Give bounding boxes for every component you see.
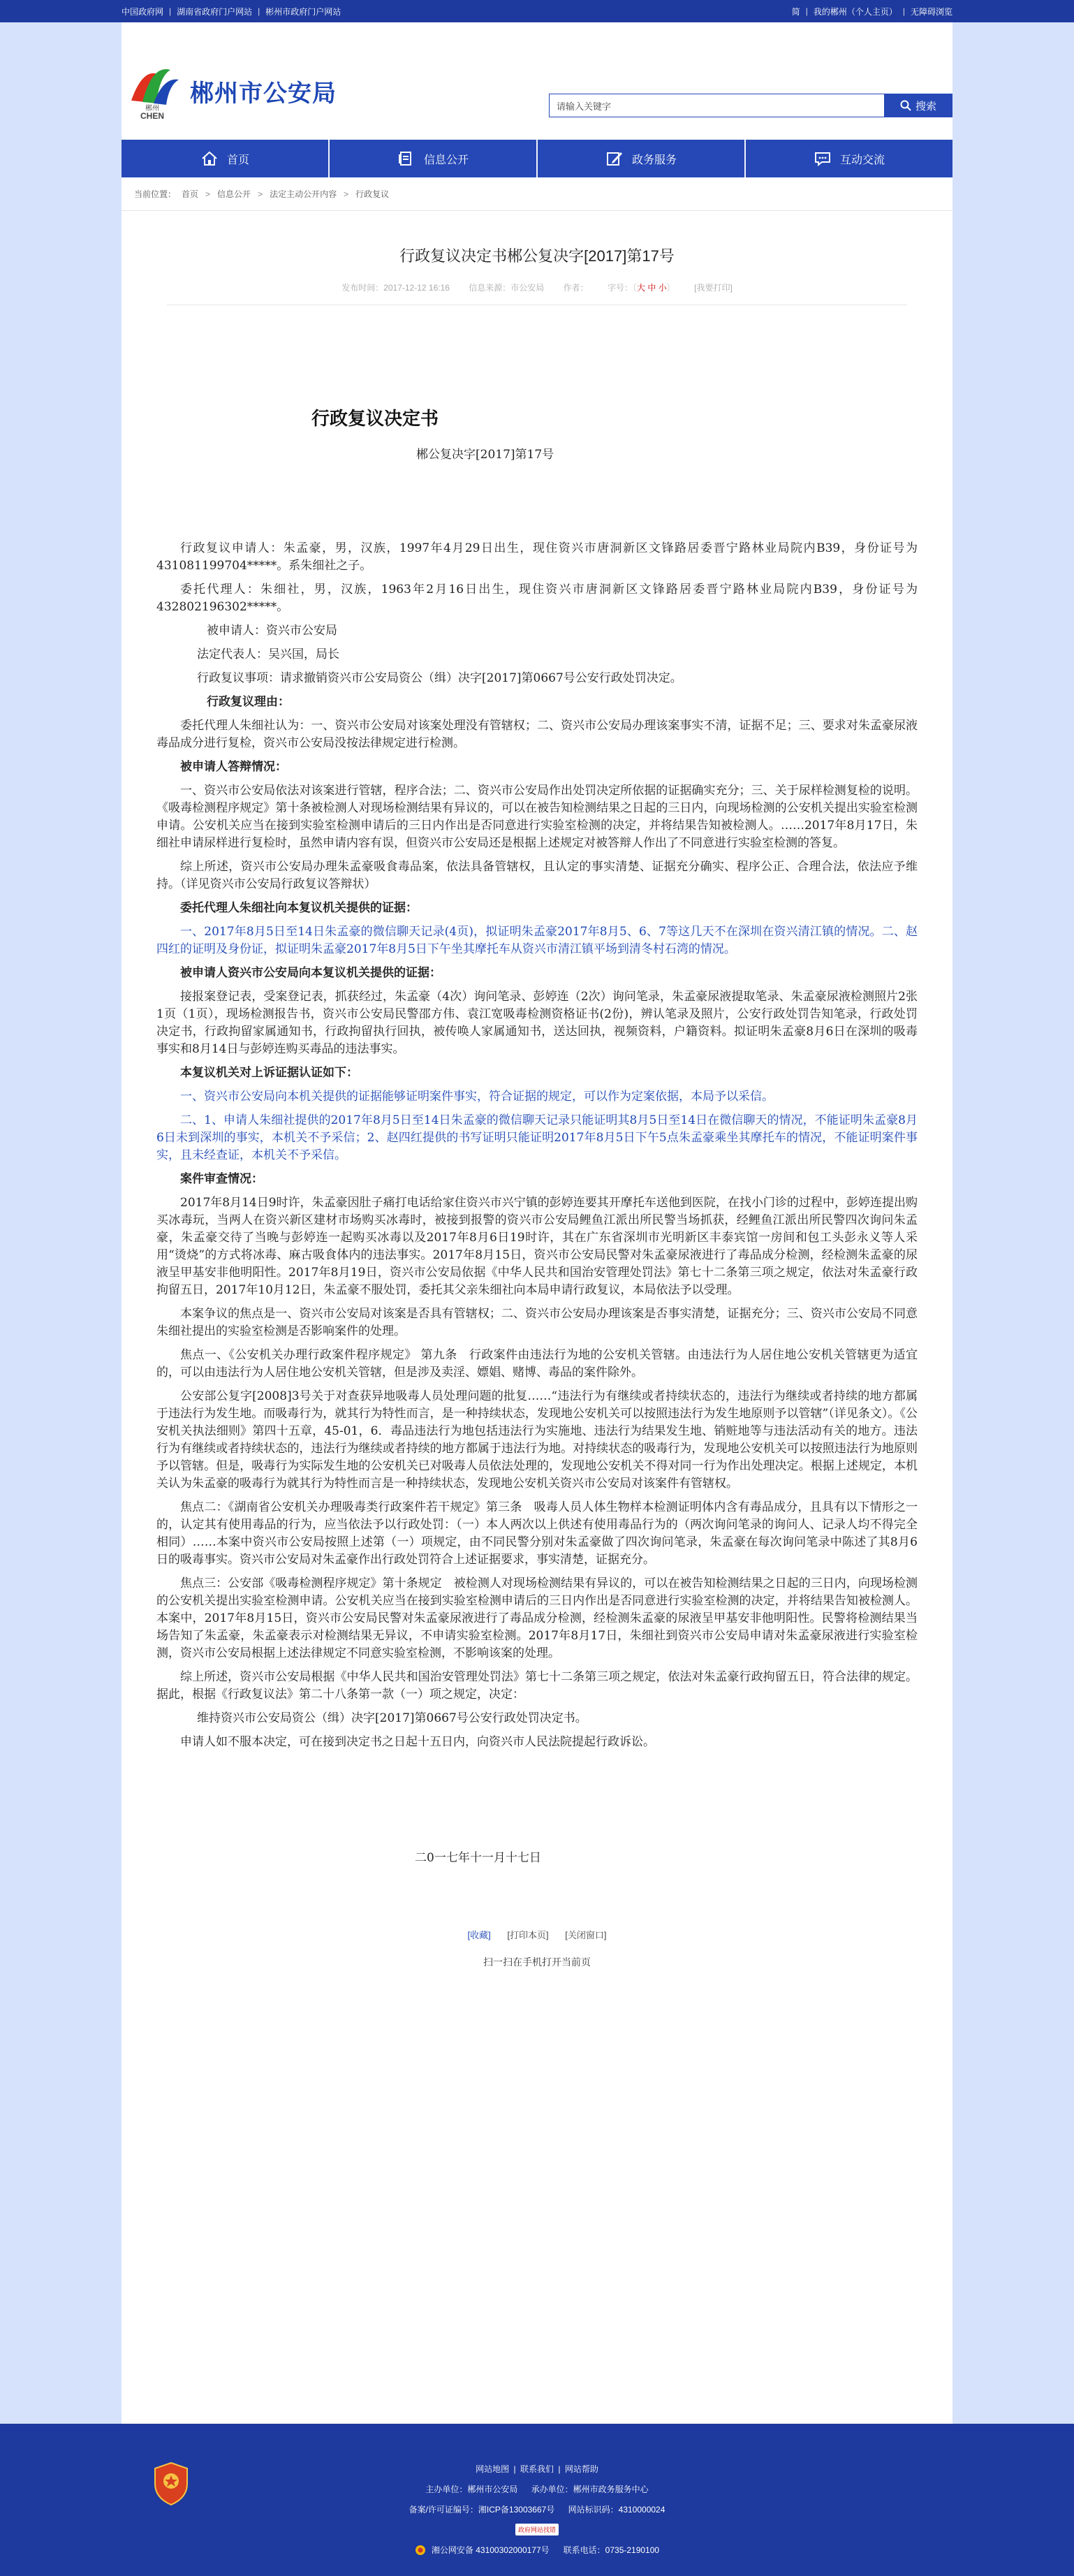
- police-badge-icon: [152, 2461, 190, 2506]
- search-icon: [900, 100, 911, 111]
- article-paragraph: 委托代理人朱细社认为：一、资兴市公安局对该案处理没有管辖权；二、资兴市公安局办理该案事实不清，证据不足；三、要求对朱孟豪尿液毒品成分进行复检，资兴市公安局没按法律规定进行检测。: [156, 719, 918, 750]
- nav-home[interactable]: [122, 140, 330, 177]
- font-size-medium[interactable]: 中: [647, 283, 656, 293]
- article-paragraph: 公安部公复字[2008]3号关于对查获异地吸毒人员处理问题的批复……“违法行为有继续或者持续状态的，违法行为继续或者持续的地方都属于违法行为发生地。而吸毒行为，就其行为特性而言，是一种持续状态，发现地公安机关可以按照违法行为发生地原则予以管辖”（详见条文）。《公安机关执法细则》第四十五章，45-01，6．毒品违法行为地包括违法行为实施地、违法行为结果发生地、销赃地等与违法活动有关的地方。违法行为有继续或者持续状态的，违法行为继续或者持续的地方都属于违法行为地。对持续状态的吸毒行为，发现地公安机关可以按照违法行为地原则予以管辖。但是，吸毒行为实际发生地的公安机关已对吸毒人员依法处理的，发现地公安机关不得对同一行为作出处理决定。根据上述规定，本机关认为朱孟豪的吸毒行为就其行为特性而言是一种持续状态，发现地公安机关资兴市公安局对该案件有管辖权。: [156, 1389, 918, 1491]
- font-size-open: 〔: [633, 283, 638, 293]
- article-actions: [122, 1928, 952, 1941]
- breadcrumb-home[interactable]: 首页: [182, 189, 199, 199]
- article-paragraph: 焦点三：公安部《吸毒检测程序规定》第十条规定 被检测人对现场检测结果有异议的，可以在被告知检测结果之日起的三日内，向现场检测的公安机关提出实验室检测申请。公安机关应当在接到实验室检测申请后的三日内作出是否同意进行实验室检测的决定，并将结果告知被检测人。本案中，2017年8月15日，资兴市公安局民警对朱孟豪尿液进行了毒品成分检测，经检测朱孟豪的尿液呈甲基安非他明阳性。民警将检测结果当场告知了朱孟豪，朱孟豪表示对检测结果无异议，不申请实验室检测。2017年8月17日，朱细社到资兴市公安局申请对朱孟豪尿液进行实验室检测，资兴市公安局根据上述法律规定不同意实验室检测，不影响该案的处理。: [156, 1576, 918, 1660]
- edit-icon: [605, 150, 624, 167]
- breadcrumb-label: 当前位置：: [134, 189, 177, 199]
- nav-info-label: 信息公开: [423, 154, 469, 166]
- author: 作者：: [563, 283, 589, 293]
- article-meta: [167, 281, 907, 305]
- article-paragraph: 被申请人：资兴市公安局: [207, 624, 337, 638]
- article-body: [122, 404, 952, 1865]
- font-size-control: [608, 283, 675, 293]
- search-input[interactable]: [549, 94, 884, 117]
- article-paragraph: 二、1、申请人朱细社提供的2017年8月5日至14日朱孟豪的微信聊天记录只能证明其8月5日至14日在微信聊天的情况，不能证明朱孟豪8月6日未到深圳的事实，本机关不予采信；2、赵四红提供的书写证明只能证明2017年8月5日下午5点朱孟豪乘坐其摩托车的情况，不能证明案件事实，且未经查证，本机关不予采信。: [156, 1113, 918, 1162]
- article-paragraph: 接报案登记表，受案登记表，抓获经过，朱孟豪（4次）询问笔录、彭婷连（2次）询问笔录，朱孟豪尿液提取笔录、朱孟豪尿液检测照片2张1页（1页），现场检测报告书，资兴市公安局民警邵方伟、袁江宽吸毒检测资格证书(2份)，辨认笔录及照片，公安行政处罚告知笔录，行政处罚决定书，行政拘留家属通知书，行政拘留执行回执，被传唤人家属通知书，送达回执，视频资料，户籍资料。拟证明朱孟豪8月6日在深圳的吸毒事实和8月14日与彭婷连购买毒品的违法事实。: [156, 990, 918, 1056]
- link-hunan-gov[interactable]: 湖南省政府门户网站: [177, 6, 253, 17]
- article-paragraph: 法定代表人：吴兴国，局长: [197, 647, 339, 661]
- footer-police-record[interactable]: 湘公网安备 43100302000177号: [431, 2545, 550, 2555]
- font-size-small[interactable]: 小: [658, 283, 667, 293]
- gov-badge-row: [0, 2524, 1074, 2535]
- link-simplified[interactable]: 简: [791, 6, 800, 17]
- publish-date: 发布时间：2017-12-12 16:16: [341, 283, 450, 293]
- logo-en-text: CHEN: [140, 111, 165, 120]
- top-strip: [0, 0, 1074, 22]
- document-title: 行政复议决定书: [311, 408, 439, 429]
- breadcrumb-review[interactable]: 行政复议: [355, 189, 390, 199]
- article-paragraph: 一、资兴市公安局依法对该案进行管辖，程序合法；二、资兴市公安局作出处罚决定所依据的证据确实充分；三、关于尿样检测复检的说明。《吸毒检测程序规定》第十条被检测人对现场检测结果有异议的，可以在被告知检测结果之日起的三日内，向现场检测的公安机关提出实验室检测申请。公安机关应当在接到实验室检测申请后的三日内作出是否同意进行实验室检测的决定，并将结果告知被检测人。……2017年8月17日，朱细社申请尿样进行复检时，虽然申请内容有误，但资兴市公安局还是根据上述规定对被答辩人作出了不同意进行实验室检测的答复。: [156, 784, 918, 850]
- article-paragraph: 综上所述，资兴市公安局根据《中华人民共和国治安管理处罚法》第七十二条第三项之规定，依法对朱孟豪行政拘留五日，符合法律的规定。据此，根据《行政复议法》第二十八条第一款（一）项之规定，决定：: [156, 1670, 918, 1702]
- print-link[interactable]: [我要打印]: [694, 283, 733, 293]
- article-paragraph: 案件审查情况：: [180, 1172, 263, 1186]
- page-title: 行政复议决定书郴公复决字[2017]第17号: [399, 247, 675, 265]
- document-icon: [397, 150, 415, 167]
- footer-icp[interactable]: 备案/许可证编号：湘ICP备13003667号: [409, 2505, 555, 2515]
- info-source: 信息来源：市公安局: [469, 283, 545, 293]
- breadcrumb-separator: >: [205, 189, 211, 199]
- separator: |: [805, 6, 808, 16]
- footer-undertaker: 承办单位：郴州市政务服务中心: [531, 2484, 649, 2494]
- article-paragraph: 焦点二：《湖南省公安机关办理吸毒类行政案件若干规定》第三条 吸毒人员人体生物样本检测证明体内含有毒品成分，且具有以下情形之一的，认定其有使用毒品的行为，应当依法予以行政处罚：（一）本人两次以上供述有使用毒品行为的（两次询问笔录的询问人、记录人均不得完全相同）……本案中资兴市公安局按照上述第（一）项规定，由不同民警分别对朱孟豪做了四次询问笔录，朱孟豪在每次询问笔录中陈述了其8月6日的吸毒事实。资兴市公安局对朱孟豪作出行政处罚符合上述证据要求，事实清楚，证据充分。: [156, 1500, 918, 1567]
- header: [122, 22, 952, 140]
- article-paragraph: 本案争议的焦点是一、资兴市公安局对该案是否具有管辖权；二、资兴市公安局办理该案是否事实清楚，证据充分；三、资兴市公安局不同意朱细社提出的实验室检测是否影响案件的处理。: [156, 1307, 918, 1338]
- link-my-chenzhou[interactable]: 我的郴州（个人主页）: [813, 6, 897, 17]
- logo-small-text: 郴州: [145, 105, 159, 112]
- article-paragraph: 综上所述，资兴市公安局办理朱孟豪吸食毒品案，依法具备管辖权，且认定的事实清楚、证据充分确实、程序公正、合理合法，依法应予维持。（详见资兴市公安局行政复议答辩状）: [156, 860, 918, 891]
- article-paragraph: 行政复议理由：: [207, 695, 290, 709]
- nav-info-disclosure[interactable]: [330, 140, 538, 177]
- breadcrumb-legal[interactable]: 法定主动公开内容: [270, 189, 337, 199]
- search-bar: [549, 94, 952, 117]
- breadcrumb-info[interactable]: 信息公开: [217, 189, 251, 199]
- print-page-link[interactable]: [打印本页]: [507, 1930, 549, 1940]
- breadcrumb: [122, 177, 952, 211]
- article-paragraph: 焦点一、《公安机关办理行政案件程序规定》 第九条 行政案件由违法行为地的公安机关管辖。由违法行为人居住地公安机关管辖更为适宜的，可以由违法行为人居住地公安机关管辖，但是涉及卖淫、嫖娼、赌博、毒品的案件除外。: [156, 1348, 918, 1380]
- article-paragraph: 维持资兴市公安局资公（缉）决字[2017]第0667号公安行政处罚决定书。: [197, 1711, 587, 1725]
- paragraph-list: [156, 540, 918, 1751]
- article-paragraph: 行政复议申请人：朱孟豪，男，汉族，1997年4月29日出生，现住资兴市唐洞新区文锋路居委晋宁路林业局院内B39，身份证号为431081199704*****。系朱细社之子。: [156, 541, 918, 573]
- breadcrumb-separator: >: [344, 189, 349, 199]
- nav-home-label: 首页: [226, 154, 249, 166]
- article-paragraph: 2017年8月14日9时许，朱孟豪因肚子痛打电话给家住资兴市兴宁镇的彭婷连要其开摩托车送他到医院，在找小门诊的过程中，彭婷连提出购买冰毒玩，当两人在资兴新区建材市场购买冰毒时，被接到报警的资兴市公安局鲤鱼江派出所民警当场抓获，经鲤鱼江派出所民警四次询问朱孟豪，朱孟豪交待了当晚与彭婷连一起购买冰毒以及2017年8月6日19时许，其在广东省深圳市光明新区丰泰宾馆一房间和包工头彭永义等人采用“烫烧”的方式将冰毒、麻古吸食体内的违法事实。2017年8月15日，资兴市公安局民警对朱孟豪尿液进行了毒品成分检测，经检测朱孟豪的尿液呈甲基安非他明阳性。2017年8月19日，资兴市公安局依据《中华人民共和国治安管理处罚法》第七十二条第三项之规定，依法对朱孟豪行政拘留五日，2017年10月12日，朱孟豪不服处罚，委托其父亲朱细社向本局申请行政复议，本局依法予以受理。: [156, 1196, 918, 1297]
- site-logo[interactable]: [122, 61, 337, 120]
- search-button[interactable]: [884, 94, 952, 117]
- site-name: 郴州市公安局: [190, 80, 337, 107]
- footer-contact[interactable]: 联系我们: [520, 2464, 554, 2474]
- link-china-gov[interactable]: 中国政府网: [122, 6, 164, 17]
- nav-interaction[interactable]: [746, 140, 952, 177]
- favorite-link[interactable]: [收藏]: [467, 1930, 491, 1940]
- logo-mark-icon: [122, 61, 183, 120]
- close-window-link[interactable]: [关闭窗口]: [565, 1930, 607, 1940]
- article-paragraph: 委托代理人朱细社向本复议机关提供的证据：: [180, 901, 418, 915]
- home-icon: [200, 150, 219, 167]
- link-chenzhou-gov[interactable]: 彬州市政府门户网站: [265, 6, 341, 17]
- article-paragraph: 委托代理人：朱细社，男，汉族，1963年2月16日出生，现住资兴市唐洞新区文锋路居委晋宁路林业局院内B39，身份证号为432802196302*****。: [156, 583, 918, 614]
- article-paragraph: 本复议机关对上诉证据认证如下：: [180, 1066, 358, 1080]
- separator: |: [902, 6, 905, 16]
- separator: |: [169, 6, 172, 16]
- separator: |: [513, 2464, 516, 2474]
- font-size-label: 字号：: [608, 283, 633, 293]
- article-paragraph: 被申请人答辩情况：: [180, 760, 287, 774]
- gov-error-badge[interactable]: 政府网站找错: [515, 2524, 559, 2535]
- footer-phone: 联系电话：0735-2190100: [563, 2545, 660, 2555]
- font-size-large[interactable]: 大: [637, 283, 646, 293]
- footer-help[interactable]: 网站帮助: [564, 2464, 598, 2474]
- article-paragraph: 一、资兴市公安局向本机关提供的证据能够证明案件事实，符合证据的规定，可以作为定案依据，本局予以采信。: [180, 1090, 774, 1104]
- font-size-close: 〕: [666, 283, 675, 293]
- scan-qr-text[interactable]: 扫一扫在手机打开当前页: [483, 1956, 591, 1968]
- footer-sitemap[interactable]: 网站地图: [476, 2464, 510, 2474]
- page-frame: [122, 22, 952, 2424]
- breadcrumb-separator: >: [258, 189, 263, 199]
- footer-host: 主办单位：郴州市公安局: [425, 2484, 518, 2494]
- search-button-label: 搜索: [915, 100, 936, 112]
- separator: |: [558, 2464, 561, 2474]
- article-paragraph: 一、2017年8月5日至14日朱孟豪的微信聊天记录(4页)，拟证明朱孟豪2017年8月5、6、7等这几天不在深圳在资兴清江镇的情况。二、赵四红的证明及身份证，拟证明朱孟豪2017年8月5日下午坐其摩托车从资兴市清江镇平场到清冬村石湾的情况。: [156, 925, 918, 956]
- footer-site-code: 网站标识码：4310000024: [568, 2505, 665, 2515]
- footer: [0, 2424, 1074, 2576]
- article-paragraph: 被申请人资兴市公安局向本复议机关提供的证据：: [180, 966, 441, 980]
- nav-service-label: 政务服务: [631, 154, 677, 166]
- document-number: 郴公复决字[2017]第17号: [416, 448, 554, 462]
- police-record-icon: [415, 2545, 426, 2556]
- nav-interaction-label: 互动交流: [839, 154, 885, 166]
- chat-icon: [814, 150, 832, 167]
- footer-police-line: [0, 2544, 1074, 2556]
- main-nav: [122, 140, 952, 177]
- article-paragraph: 行政复议事项：请求撤销资兴市公安局资公（缉）决字[2017]第0667号公安行政处罚决定。: [197, 671, 682, 685]
- link-accessibility[interactable]: 无障碍浏览: [910, 6, 952, 17]
- document-date: 二0一七年十一月十七日: [415, 1851, 541, 1865]
- article-paragraph: 申请人如不服本决定，可在接到决定书之日起十五日内，向资兴市人民法院提起行政诉讼。: [180, 1735, 655, 1749]
- nav-gov-service[interactable]: [538, 140, 746, 177]
- separator: |: [258, 6, 260, 16]
